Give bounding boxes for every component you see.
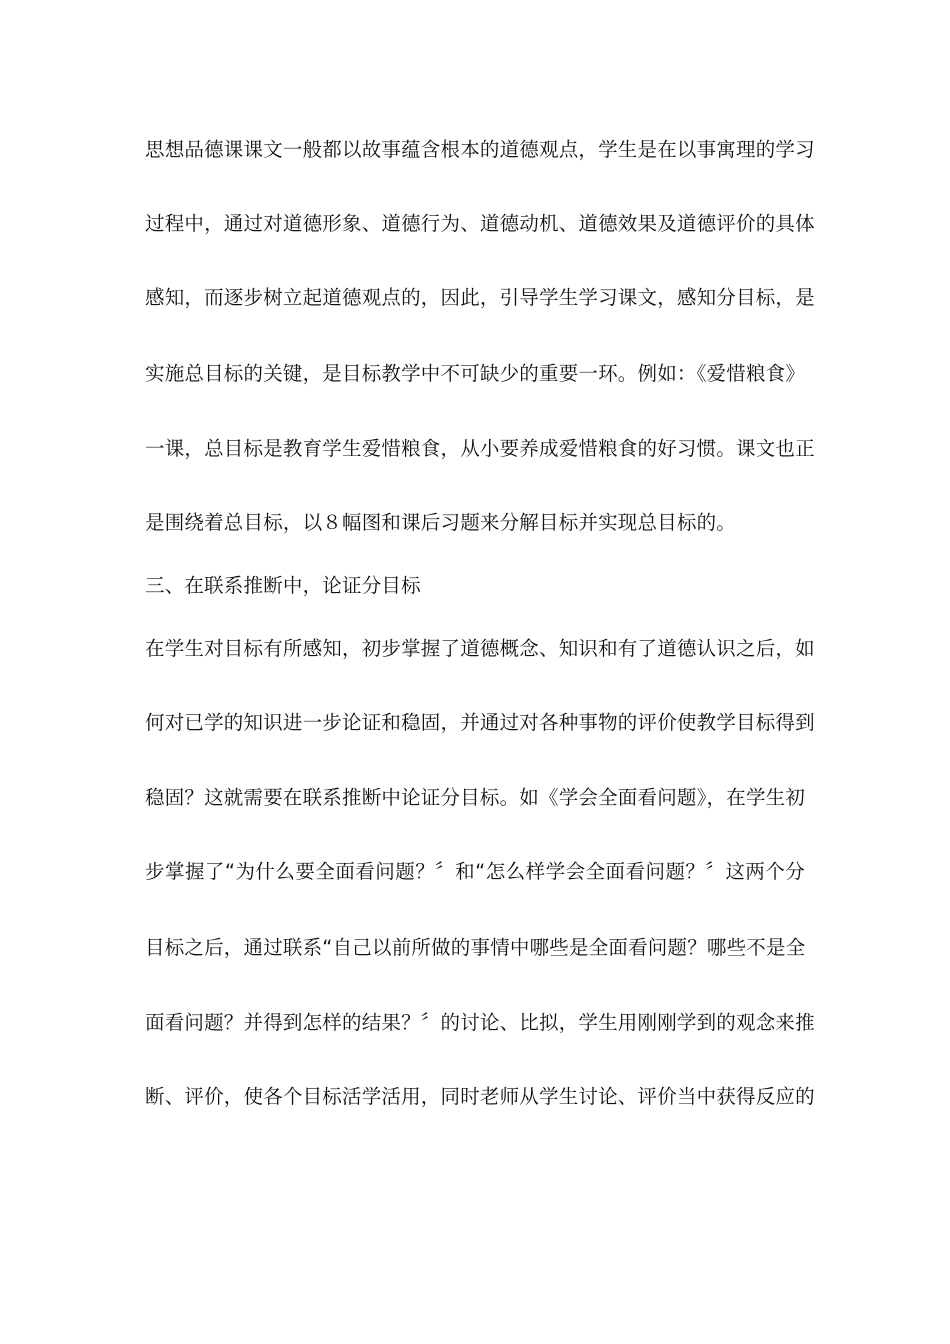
paragraph-line: 实施总目标的关键，是目标教学中不可缺少的重要一环。例如：《爱惜粮食》 (145, 362, 806, 385)
paragraph-line: 思想品德课课文一般都以故事蕴含根本的道德观点，学生是在以事寓理的学习 (145, 138, 815, 161)
paragraph-line: 过程中，通过对道德形象、道德行为、道德动机、道德效果及道德评价的具体 (145, 212, 815, 235)
paragraph-line: 断、评价，使各个目标活学活用，同时老师从学生讨论、评价当中获得反应的 (145, 1085, 815, 1108)
section-heading: 三、在联系推断中，论证分目标 (145, 574, 421, 597)
paragraph-line: 何对已学的知识进一步论证和稳固，并通过对各种事物的评价使教学目标得到 (145, 711, 815, 734)
paragraph-line: 感知，而逐步树立起道德观点的，因此，引导学生学习课文，感知分目标，是 (145, 286, 815, 309)
paragraph-line: 是围绕着总目标，以８幅图和课后习题来分解目标并实现总目标的。 (145, 511, 737, 534)
paragraph-line: 步掌握了“为什么要全面看问题？〞和“怎么样学会全面看问题？〞这两个分 (145, 860, 805, 883)
paragraph-line: 在学生对目标有所感知，初步掌握了道德概念、知识和有了道德认识之后，如 (145, 637, 815, 660)
paragraph-line: 面看问题？并得到怎样的结果？〞的讨论、比拟，学生用刚刚学到的观念来推 (145, 1011, 815, 1034)
paragraph-line: 一课，总目标是教育学生爱惜粮食，从小要养成爱惜粮食的好习惯。课文也正 (145, 437, 815, 460)
paragraph-line: 稳固？这就需要在联系推断中论证分目标。如《学会全面看问题》，在学生初 (145, 786, 806, 809)
paragraph-line: 目标之后，通过联系“自己以前所做的事情中哪些是全面看问题？哪些不是全 (145, 936, 806, 959)
